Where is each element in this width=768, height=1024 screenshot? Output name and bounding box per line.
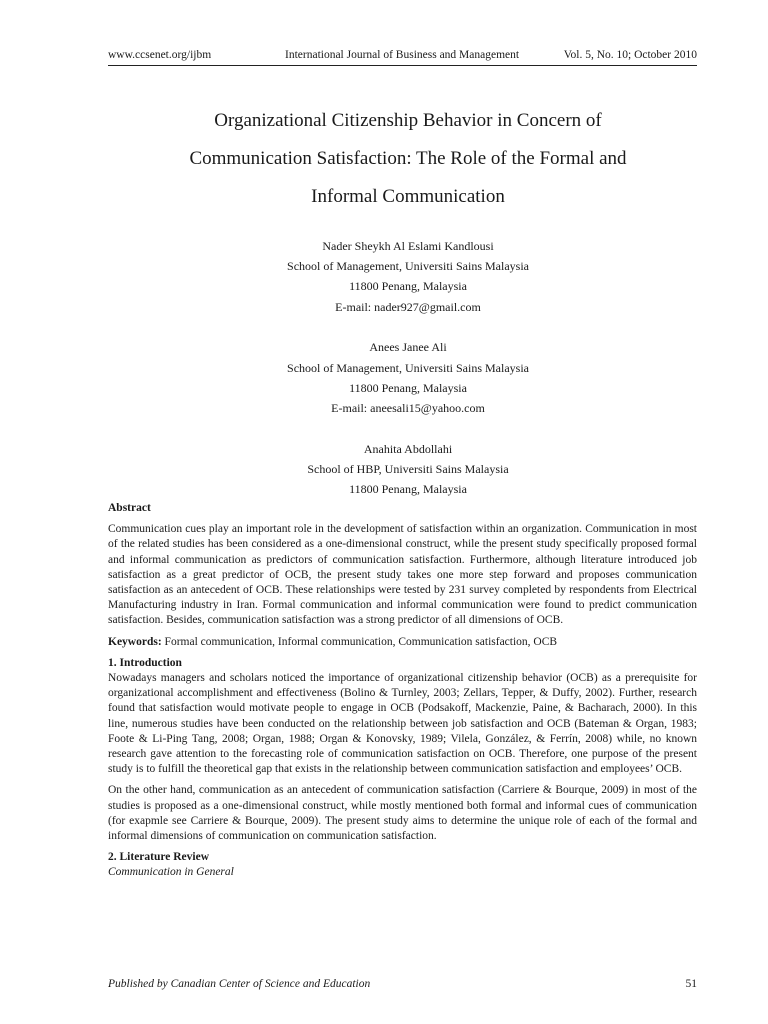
keywords-label: Keywords: [108, 635, 162, 648]
author-name: Anees Janee Ali [369, 340, 447, 355]
author-address: 11800 Penang, Malaysia [349, 482, 467, 497]
title-line-1: Organizational Citizenship Behavior in Concern of [214, 110, 602, 131]
author-2 [108, 337, 708, 418]
keywords-text: Formal communication, Informal communication, Communication satisfaction, OCB [161, 635, 558, 648]
introduction-paragraph-2: On the other hand, communication as an antecedent of communication satisfaction (Carriere & Bourque, 2009) in most of the studies is proposed as a one-dimensional construct, while mostly mentioned both formal and informal cues of communication (for exapmle see Carriere & Bourque, 2009). The present study aims to determine the unique role of each of the formal and informal dimensions of communication on communication satisfaction. [108, 784, 697, 843]
author-name: Nader Sheykh Al Eslami Kandlousi [322, 239, 494, 253]
author-list [108, 236, 708, 499]
issue-info: Vol. 5, No. 10; October 2010 [563, 49, 697, 61]
journal-website[interactable]: www.ccsenet.org/ijbm [108, 49, 212, 61]
literature-subheading: Communication in General [108, 866, 234, 879]
abstract-text: Communication cues play an important role in the development of satisfaction within an organization. Communication in most of the related studies has been considered as a one-dimensional construct, while the present study specifically proposed formal and informal communication as predictors of communication satisfaction. Furthermore, although literature introduced job satisfaction as a great predictor of OCB, the present study takes one more step forward and proposes communication satisfaction as an antecedent of OCB. These relationships were tested by 231 survey completed by respondents from Electrical Manufacturing industry in Iran. Formal communication and informal communication were found to predict communication satisfaction. Besides, communication satisfaction was a strong predictor of all dimensions of OCB. [108, 523, 697, 627]
page-number: 51 [685, 978, 697, 990]
author-address: 11800 Penang, Malaysia [349, 279, 467, 294]
author-address: 11800 Penang, Malaysia [349, 380, 467, 395]
author-name: Anahita Abdollahi [363, 441, 453, 456]
author-3 [108, 439, 708, 500]
author-affiliation: School of Management, Universiti Sains Malaysia [287, 360, 529, 375]
title-line-3: Informal Communication [311, 186, 505, 207]
author-affiliation: School of HBP, Universiti Sains Malaysia [307, 462, 509, 477]
abstract-heading: Abstract [108, 502, 151, 514]
keywords [108, 635, 697, 650]
publisher-line: Published by Canadian Center of Science and Education [108, 978, 371, 990]
author-1 [108, 236, 708, 317]
literature-heading: 2. Literature Review [108, 851, 210, 864]
running-header [108, 49, 697, 66]
author-email[interactable]: E-mail: nader927@gmail.com [335, 299, 481, 314]
page-footer [108, 978, 697, 994]
title-line-2: Communication Satisfaction: The Role of the Formal and [189, 148, 627, 169]
introduction-paragraph-1: Nowadays managers and scholars noticed the importance of organizational citizenship behavior (OCB) as a prerequisite for organizational accomplishment and effectiveness (Bolino & Turnley, 2003; Zellars, Tepper, & Duffy, 2002). Further, research found that satisfaction would motivate people to engage in OCB (Podsakoff, Mackenzie, Paine, & Bacharach, 2000). In this line, numerous studies have been conducted on the relationship between job satisfaction and OCB (Bateman & Organ, 1983; Foote & Li-Ping Tang, 2008; Organ, 1988; Organ & Konovsky, 1989; Vilela, González, & Ferrín, 2008) while, no known research gave attention to the forecasting role of communication satisfaction on OCB. Therefore, one purpose of the present study is to fulfill the theoretical gap that exists in the relationship between communication satisfaction and employees’ OCB. [108, 672, 697, 776]
author-email[interactable]: E-mail: aneesali15@yahoo.com [331, 401, 485, 416]
introduction-heading: 1. Introduction [108, 656, 182, 669]
paper-title [108, 102, 708, 216]
journal-name: International Journal of Business and Management [285, 49, 520, 61]
author-affiliation: School of Management, Universiti Sains Malaysia [287, 259, 529, 274]
body-content [108, 501, 697, 881]
